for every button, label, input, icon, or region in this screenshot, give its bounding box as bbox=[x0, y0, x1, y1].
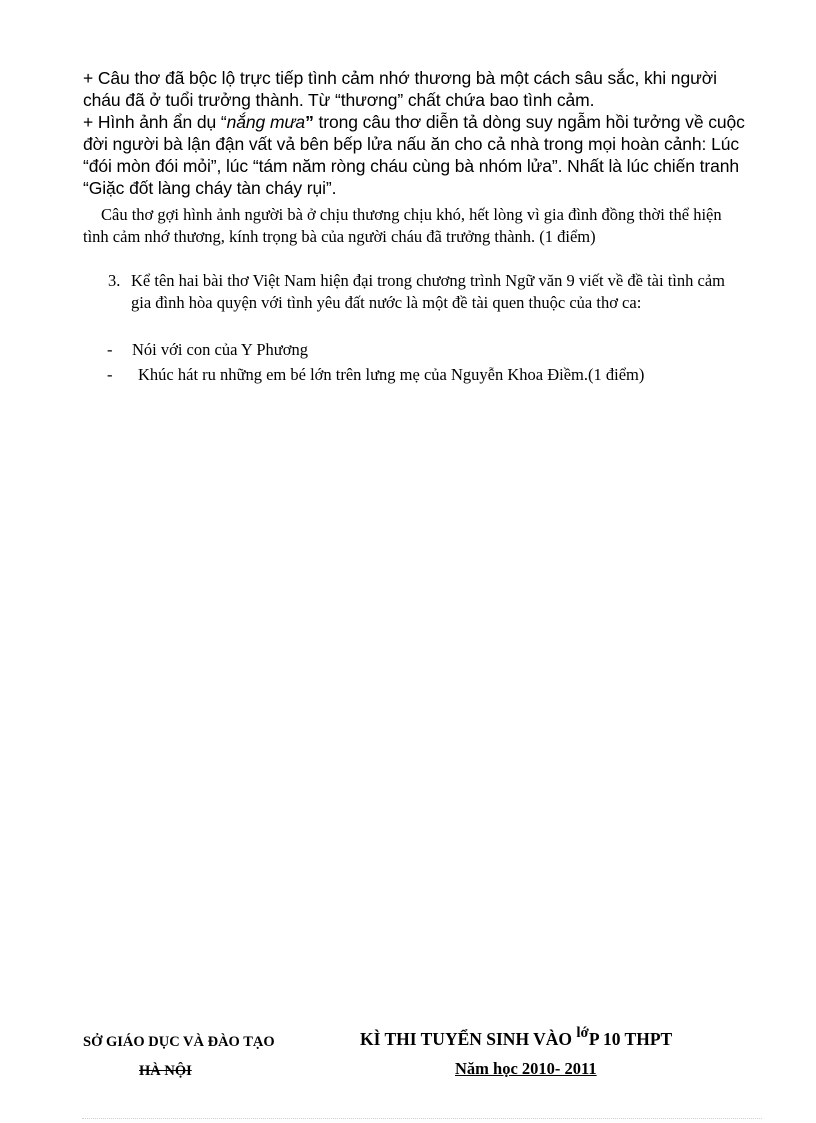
list-item bbox=[107, 339, 747, 361]
city-name: HÀ NỘI bbox=[139, 1063, 192, 1079]
item-number: 3. bbox=[108, 271, 121, 290]
closing-quote: ” bbox=[305, 112, 314, 132]
list-item bbox=[107, 364, 747, 386]
exam-title-superscript: lớ bbox=[576, 1025, 589, 1041]
school-year bbox=[455, 1057, 597, 1081]
dash-bullet: - bbox=[107, 340, 113, 359]
answer-paragraph-1: + Câu thơ đã bộc lộ trực tiếp tình cảm nhớ thương bà một cách sâu sắc, khi người cháu đã ở tuổi trưởng thành. Từ “thương” chất chứa bao tình cảm. bbox=[83, 68, 717, 110]
dash-bullet: - bbox=[107, 365, 113, 384]
poem-title-2: Khúc hát ru những em bé lớn trên lưng mẹ của Nguyễn Khoa Điềm.(1 điểm) bbox=[138, 365, 645, 384]
answer-paragraph-2 bbox=[83, 111, 753, 199]
school-year-text: Năm học 2010- 2011 bbox=[455, 1059, 597, 1078]
exam-heading bbox=[360, 1025, 760, 1078]
poem-title-1: Nói với con của Y Phương bbox=[132, 340, 308, 359]
exam-title bbox=[360, 1027, 760, 1053]
exam-title-end: P 10 THPT bbox=[588, 1029, 673, 1049]
answer-paragraph-3: Câu thơ gợi hình ảnh người bà ở chịu thương chịu khó, hết lòng vì gia đình đồng thời thể hiện tình cảm nhớ thương, kính trọng bà của người cháu đã trưởng thành. (1 điểm) bbox=[83, 205, 722, 246]
item-3-text: Kể tên hai bài thơ Việt Nam hiện đại trong chương trình Ngữ văn 9 viết về đề tài tình cảm gia đình hòa quyện với tình yêu đất nước là một đề tài quen thuộc của thơ ca: bbox=[131, 271, 725, 312]
numbered-item-3 bbox=[108, 270, 748, 314]
paragraph-2-body: trong câu thơ diễn tả dòng suy ngẫm hồi tưởng về cuộc đời người bà lận đận vất vả bên bếp lửa nấu ăn cho cả nhà trong mọi hoàn cảnh: Lúc “đói mòn đói mỏi”, lúc “tám năm ròng cháu cùng bà nhóm lửa”. Nhất là lúc chiến tranh “Giặc đốt làng cháy tàn cháy rụi”. bbox=[83, 112, 745, 198]
exam-title-start: KÌ THI TUYỂN SINH VÀO bbox=[360, 1029, 577, 1049]
metaphor-phrase: nắng mưa bbox=[226, 112, 306, 132]
issuing-authority bbox=[83, 1032, 323, 1079]
department-name: SỞ GIÁO DỤC VÀ ĐÀO TẠO bbox=[83, 1034, 275, 1050]
paragraph-2-intro: + Hình ảnh ẩn dụ “ bbox=[83, 112, 227, 132]
page-bottom-divider bbox=[82, 1118, 762, 1119]
